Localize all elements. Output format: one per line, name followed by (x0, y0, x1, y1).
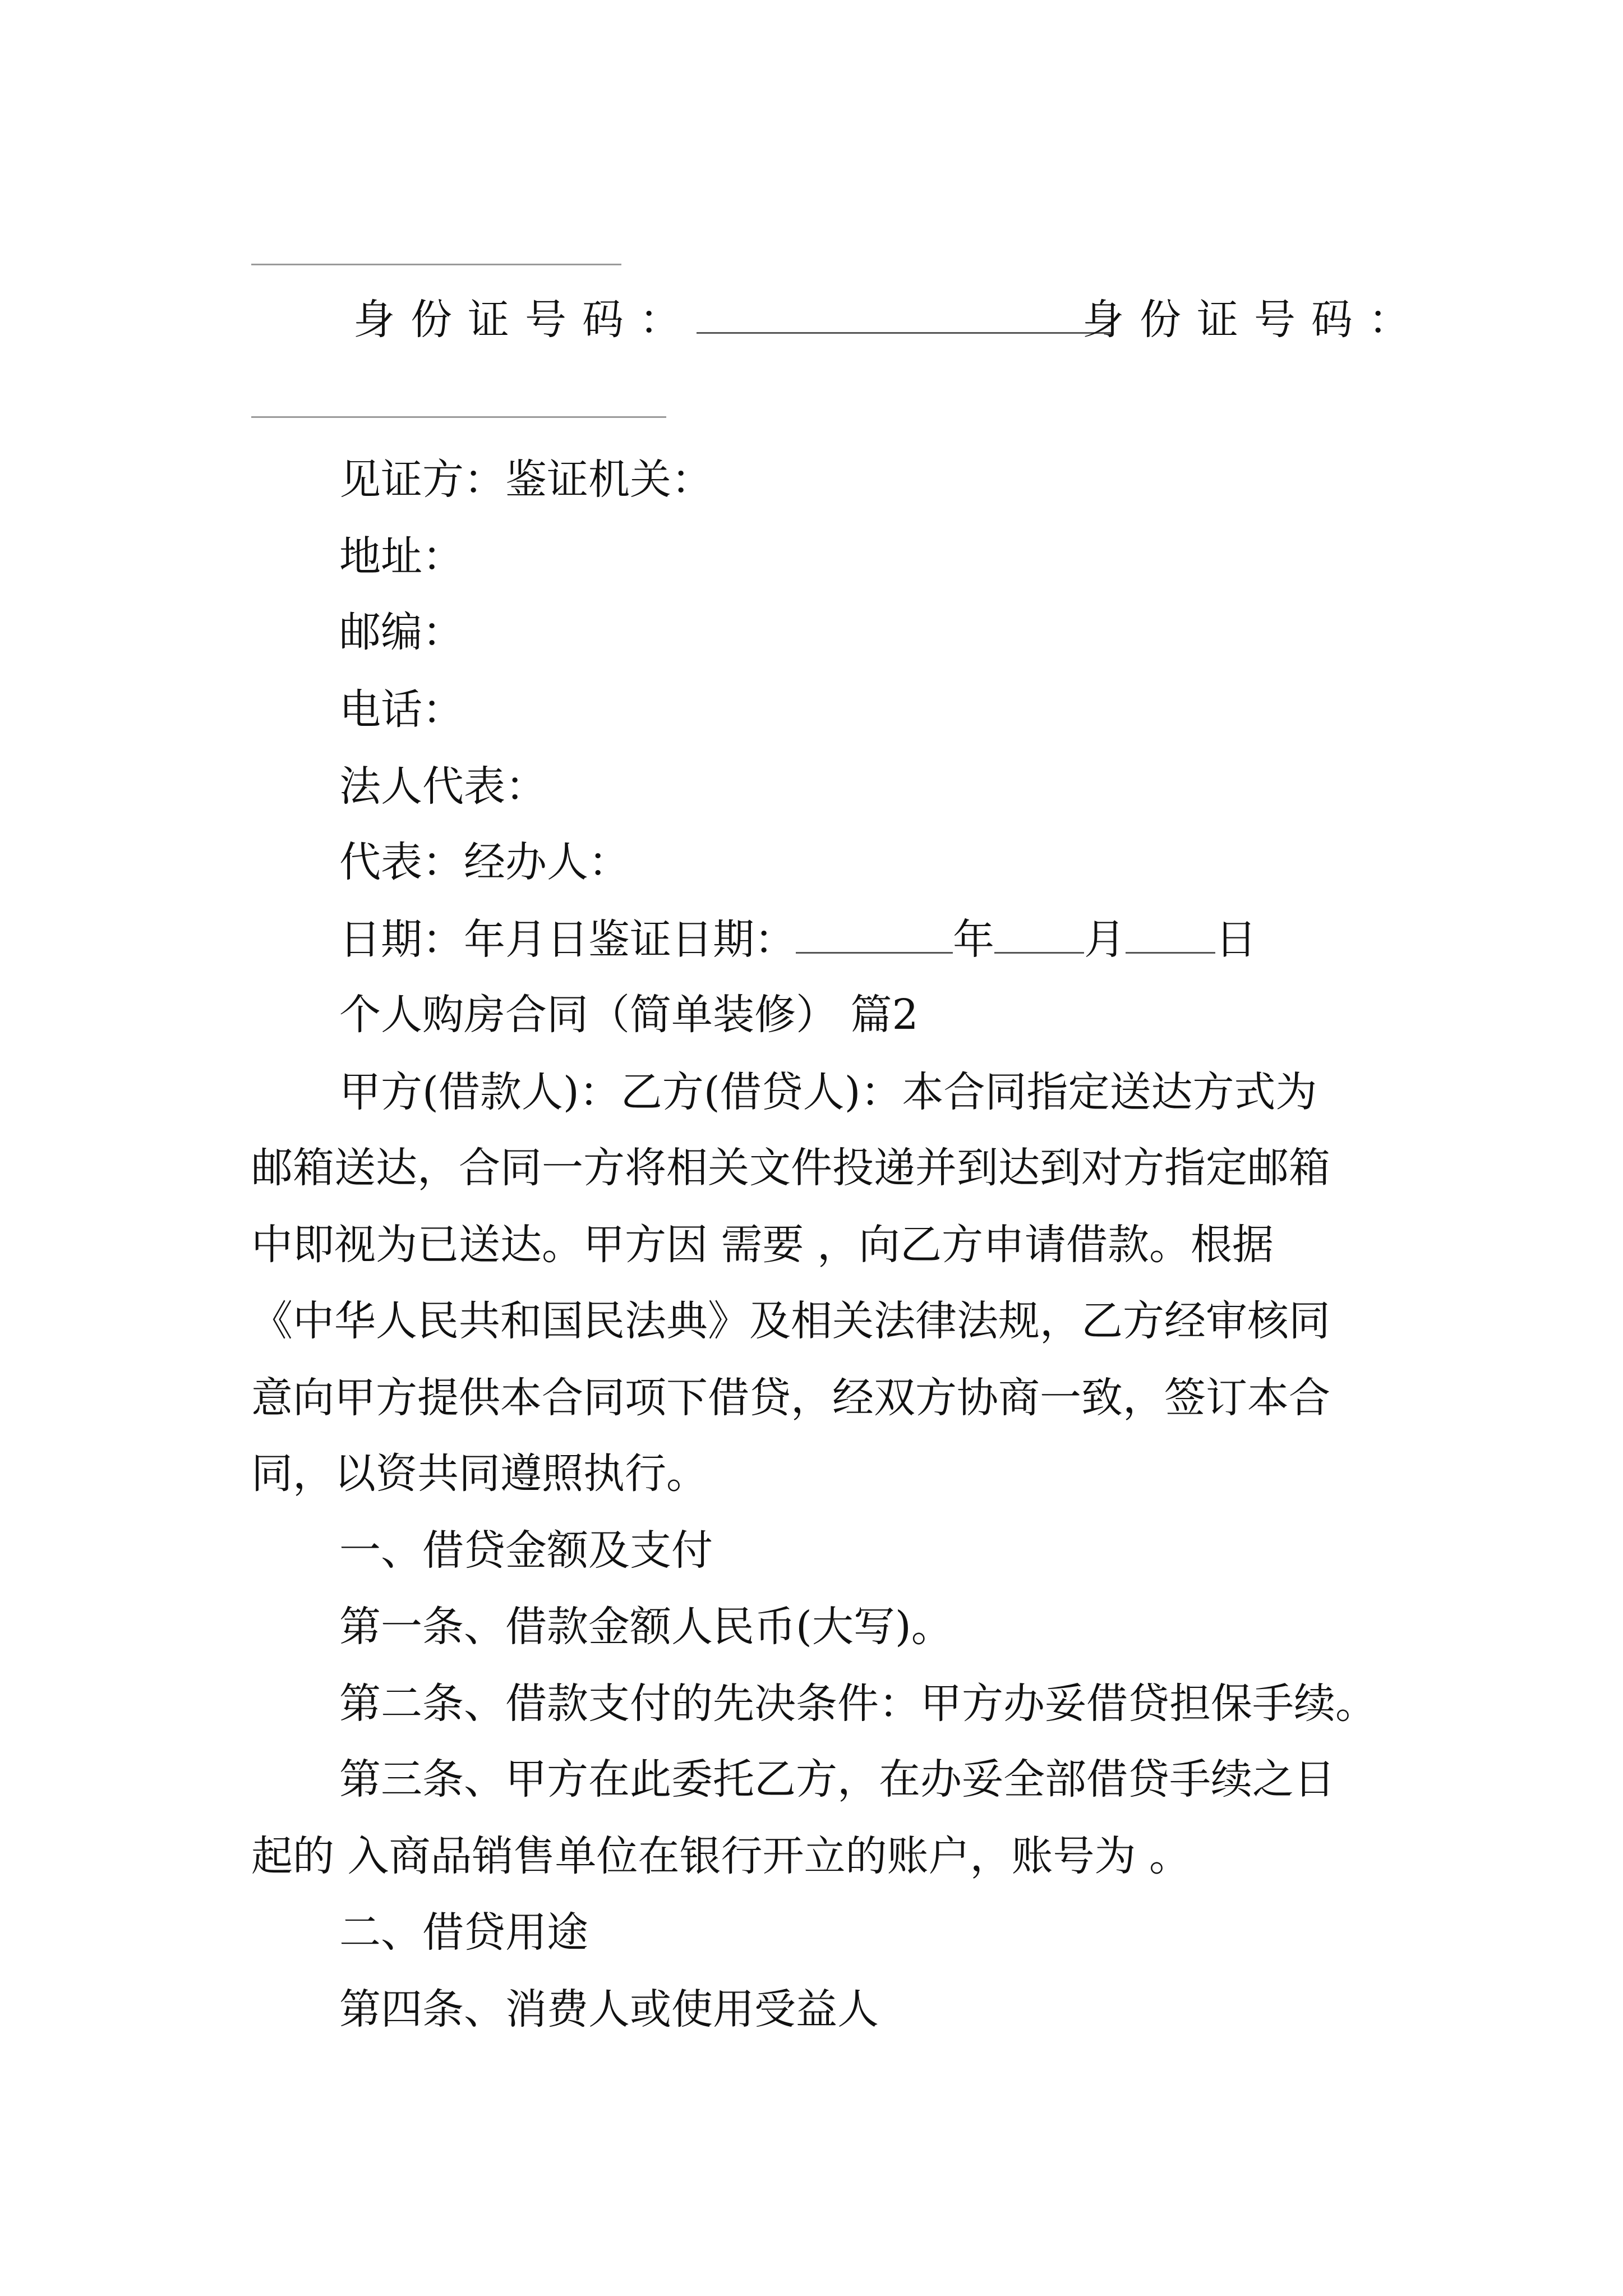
year-blank (796, 918, 953, 954)
paragraph-line: 同，以资共同遵照执行。 (251, 1450, 708, 1498)
year-label: 年 (953, 915, 994, 964)
date-prefix: 日期：年月日鉴证日期： (339, 915, 796, 964)
article-1: 第一条、借款金额人民币(大写)。 (339, 1603, 953, 1651)
heading-loan-purpose: 二、借贷用途 (339, 1908, 588, 1957)
id-number-label-left: 身份证号码： (353, 296, 697, 344)
representative-line: 代表：经办人： (339, 838, 630, 886)
legal-rep-line: 法人代表： (339, 762, 547, 811)
article-2: 第二条、借款支付的先决条件：甲方办妥借贷担保手续。 (339, 1680, 1377, 1728)
date-line (339, 915, 1478, 964)
article-3-line-1: 第三条、甲方在此委托乙方，在办妥全部借贷手续之日 (339, 1755, 1335, 1803)
paragraph-line: 中即视为已送达。甲方因 需要 ，向乙方申请借款。根据 (251, 1221, 1274, 1269)
day-blank (1126, 918, 1215, 954)
id-number-underline-continued (251, 416, 666, 418)
id-number-row (353, 297, 1112, 342)
signature-underline-top (251, 264, 621, 265)
id-number-blank-left (697, 298, 1112, 334)
article-4: 第四条、消费人或使用受益人 (339, 1985, 879, 2033)
phone-line: 电话： (339, 685, 464, 734)
article-3-line-2: 起的 入商品销售单位在银行开立的账户，账号为 。 (251, 1832, 1191, 1880)
witness-line: 见证方：鉴证机关： (339, 455, 713, 504)
id-number-label-right: 身份证号码： (1082, 296, 1426, 344)
address-line: 地址： (339, 532, 464, 581)
section-title: 个人购房合同（简单装修） 篇2 (339, 991, 919, 1039)
id-number-row-right (1082, 297, 1426, 342)
month-label: 月 (1084, 915, 1126, 964)
paragraph-line: 甲方(借款人)：乙方(借贷人)：本合同指定送达方式为 (339, 1068, 1317, 1116)
postcode-line: 邮编： (339, 608, 464, 656)
paragraph-line: 《中华人民共和国民法典》及相关法律法规，乙方经审核同 (251, 1297, 1330, 1345)
paragraph-line: 意向甲方提供本合同项下借贷，经双方协商一致，签订本合 (251, 1374, 1330, 1422)
heading-loan-amount: 一、借贷金额及支付 (339, 1526, 713, 1575)
day-label: 日 (1215, 915, 1257, 964)
month-blank (994, 918, 1084, 954)
paragraph-line: 邮箱送达，合同一方将相关文件投递并到达到对方指定邮箱 (251, 1144, 1330, 1192)
